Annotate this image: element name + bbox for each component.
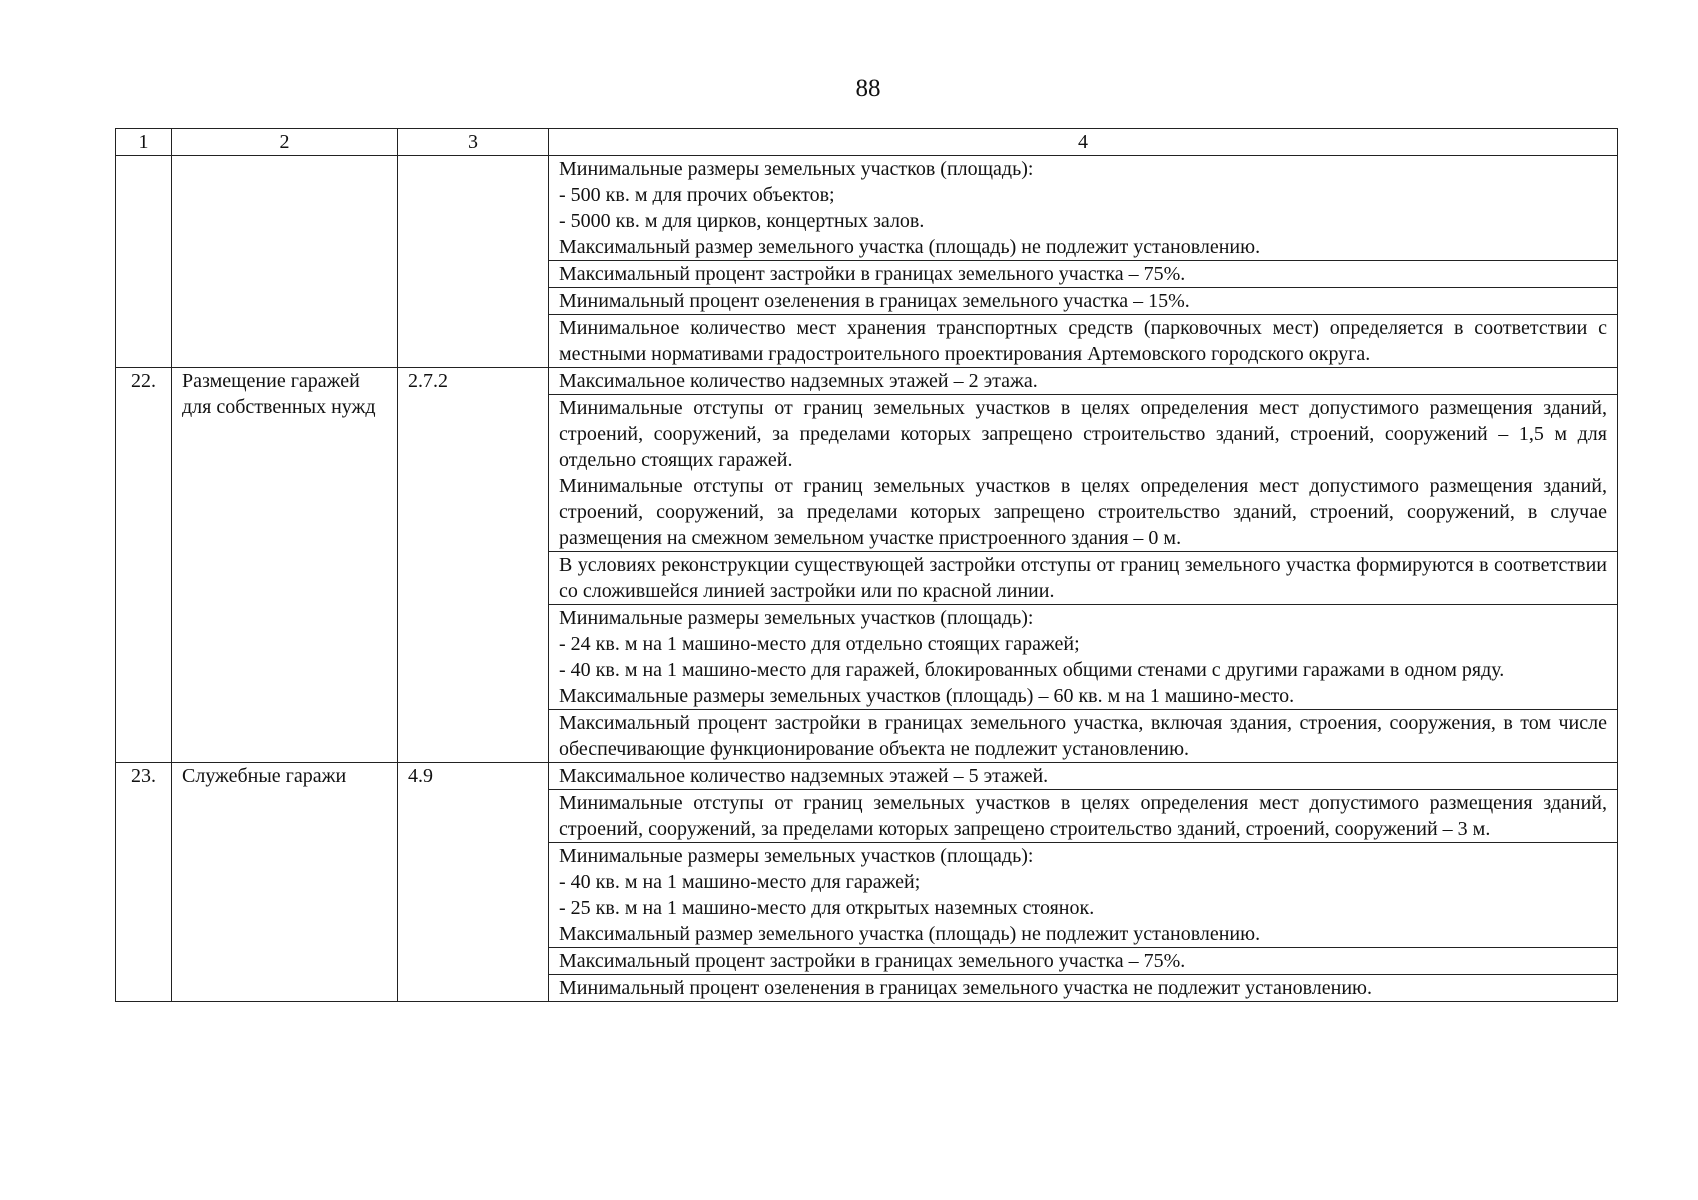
parameter-cell bbox=[549, 710, 1618, 763]
parameter-text: Максимальное количество надземных этажей – 2 этажа. bbox=[559, 370, 1038, 392]
parameter-text: Минимальные отступы от границ земельных участков в целях определения мест допустимого размещения зданий, строений, сооружений, за пределами которых запрещено строительство зданий, строений, сооружений – 3 м. bbox=[559, 792, 1607, 840]
regulations-table bbox=[115, 128, 1618, 1002]
row-number: 23. bbox=[116, 763, 172, 1002]
table-row bbox=[116, 763, 1618, 790]
parameter-text: Минимальные размеры земельных участков (площадь): bbox=[559, 158, 1034, 180]
parameter-cell bbox=[549, 552, 1618, 605]
parameter-text: Максимальный процент застройки в границах земельного участка, включая здания, строения, сооружения, в том числе обеспечивающие функционирование объекта не подлежит установлению. bbox=[559, 712, 1607, 760]
parameter-text: Минимальные размеры земельных участков (площадь): bbox=[559, 845, 1034, 867]
land-use-code: 2.7.2 bbox=[398, 368, 549, 763]
parameter-text: Минимальное количество мест хранения транспортных средств (парковочных мест) определяется в соответствии с местными нормативами градостроительного проектирования Артемовского городского округа. bbox=[559, 317, 1607, 365]
parameter-cell bbox=[549, 948, 1618, 975]
header-cell-4: 4 bbox=[549, 129, 1618, 156]
land-use-code bbox=[398, 156, 549, 368]
parameter-cell bbox=[549, 763, 1618, 790]
parameter-cell bbox=[549, 288, 1618, 315]
land-use-code: 4.9 bbox=[398, 763, 549, 1002]
land-use-type: Служебные гаражи bbox=[172, 763, 398, 1002]
parameter-text: Минимальный процент озеленения в границах земельного участка не подлежит установлению. bbox=[559, 977, 1372, 999]
parameter-cell bbox=[549, 368, 1618, 395]
table-row bbox=[116, 368, 1618, 395]
parameter-cell bbox=[549, 395, 1618, 552]
parameter-text: Минимальные размеры земельных участков (площадь): bbox=[559, 607, 1034, 629]
parameter-text: Минимальные отступы от границ земельных участков в целях определения мест допустимого размещения зданий, строений, сооружений, за пределами которых запрещено строительство зданий, строений, сооружений, в случае размещения на смежном земельном участке пристроенного здания – 0 м. bbox=[559, 475, 1607, 549]
land-use-type: Размещение гаражей для собственных нужд bbox=[172, 368, 398, 763]
parameter-cell bbox=[549, 843, 1618, 948]
header-cell-1: 1 bbox=[116, 129, 172, 156]
parameter-text: - 40 кв. м на 1 машино-место для гаражей; bbox=[559, 871, 921, 893]
parameter-cell bbox=[549, 975, 1618, 1002]
parameter-text: Максимальный размер земельного участка (площадь) не подлежит установлению. bbox=[559, 923, 1261, 945]
parameter-text: Минимальные отступы от границ земельных участков в целях определения мест допустимого размещения зданий, строений, сооружений, за пределами которых запрещено строительство зданий, строений, сооружений – 1,5 м для отдельно стоящих гаражей. bbox=[559, 397, 1607, 471]
parameter-text: - 500 кв. м для прочих объектов; bbox=[559, 184, 835, 206]
parameter-text: - 24 кв. м на 1 машино-место для отдельно стоящих гаражей; bbox=[559, 633, 1080, 655]
parameter-cell bbox=[549, 605, 1618, 710]
row-number: 22. bbox=[116, 368, 172, 763]
parameter-text: - 25 кв. м на 1 машино-место для открытых наземных стоянок. bbox=[559, 897, 1095, 919]
parameter-cell bbox=[549, 261, 1618, 288]
parameter-text: Минимальный процент озеленения в границах земельного участка – 15%. bbox=[559, 290, 1190, 312]
parameter-text: В условиях реконструкции существующей застройки отступы от границ земельного участка формируются в соответствии со сложившейся линией застройки или по красной линии. bbox=[559, 554, 1607, 602]
parameter-cell bbox=[549, 156, 1618, 261]
table-header-row bbox=[116, 129, 1618, 156]
parameter-cell bbox=[549, 315, 1618, 368]
header-cell-2: 2 bbox=[172, 129, 398, 156]
table-row bbox=[116, 156, 1618, 261]
parameter-cell bbox=[549, 790, 1618, 843]
page-number: 88 bbox=[855, 75, 881, 102]
parameter-text: Максимальный процент застройки в границах земельного участка – 75%. bbox=[559, 950, 1186, 972]
parameter-text: Максимальные размеры земельных участков (площадь) – 60 кв. м на 1 машино-место. bbox=[559, 685, 1295, 707]
parameter-text: - 40 кв. м на 1 машино-место для гаражей, блокированных общими стенами с другими гаражами в одном ряду. bbox=[559, 659, 1505, 681]
parameter-text: Максимальный размер земельного участка (площадь) не подлежит установлению. bbox=[559, 236, 1261, 258]
row-number bbox=[116, 156, 172, 368]
parameter-text: - 5000 кв. м для цирков, концертных залов. bbox=[559, 210, 925, 232]
header-cell-3: 3 bbox=[398, 129, 549, 156]
land-use-type bbox=[172, 156, 398, 368]
parameter-text: Максимальный процент застройки в границах земельного участка – 75%. bbox=[559, 263, 1186, 285]
parameter-text: Максимальное количество надземных этажей – 5 этажей. bbox=[559, 765, 1049, 787]
